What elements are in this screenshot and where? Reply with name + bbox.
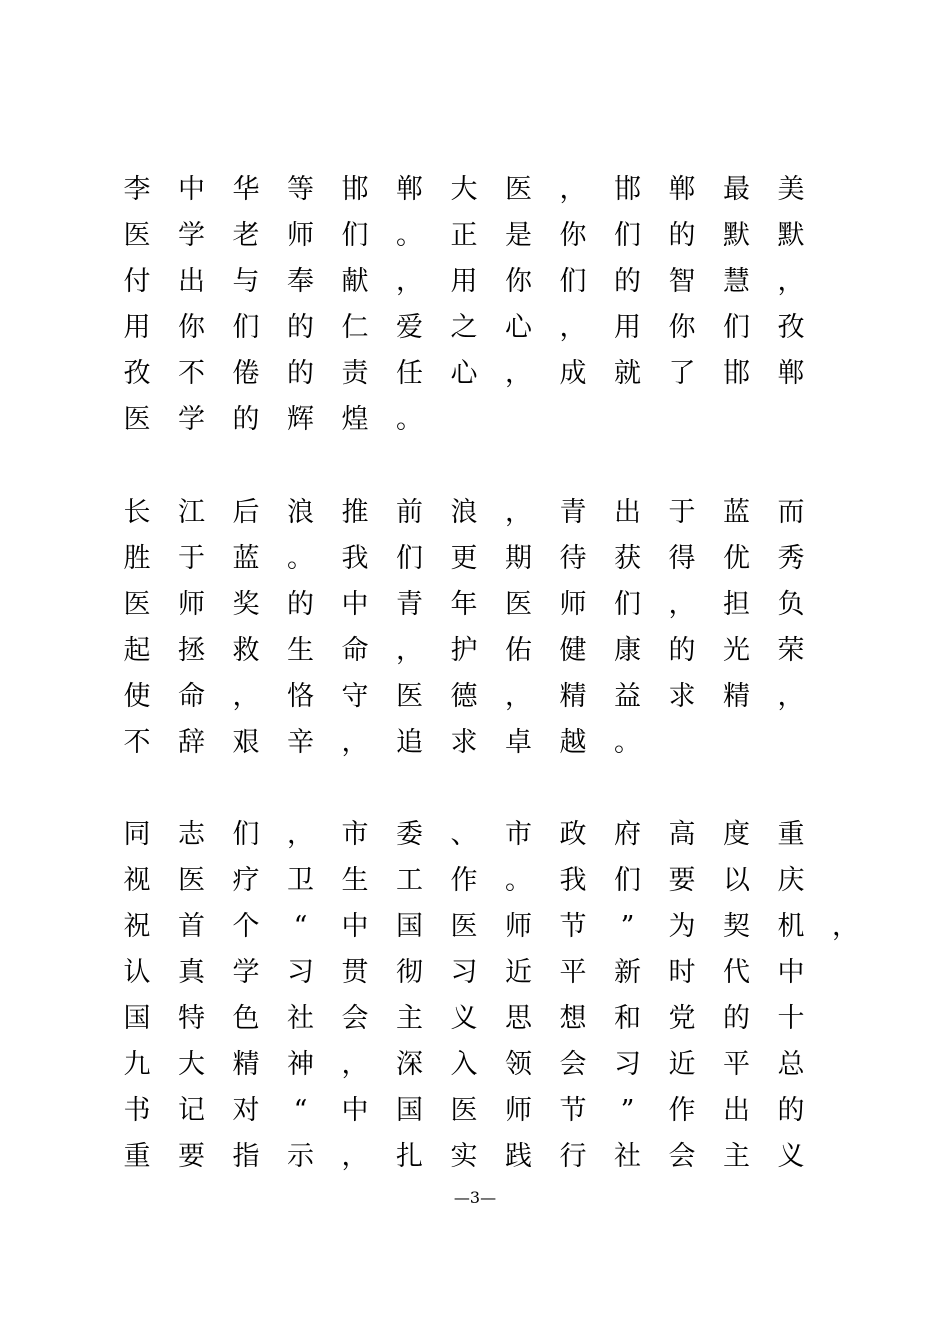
text-char: “ xyxy=(293,911,308,942)
text-char: 青 xyxy=(559,497,587,528)
text-char: 后 xyxy=(232,497,260,528)
text-char: 书 xyxy=(123,1095,151,1126)
text-line xyxy=(0,259,950,305)
text-char: 获 xyxy=(614,543,641,574)
text-char: 健 xyxy=(559,635,587,666)
text-char: ， xyxy=(505,681,532,712)
text-char: 党 xyxy=(668,1003,696,1034)
text-char: ， xyxy=(505,358,532,389)
text-char: 学 xyxy=(178,220,205,251)
text-line xyxy=(0,536,950,582)
text-char: 入 xyxy=(450,1049,478,1080)
text-char: 师 xyxy=(505,1095,532,1126)
text-char: 要 xyxy=(178,1141,205,1172)
text-char: 辉 xyxy=(287,404,314,435)
text-char: 大 xyxy=(178,1049,205,1080)
text-line xyxy=(0,812,950,858)
text-char: 担 xyxy=(723,589,750,620)
text-char: 最 xyxy=(723,174,750,205)
text-char: 真 xyxy=(178,957,205,988)
text-char: 守 xyxy=(341,681,369,712)
text-char: 待 xyxy=(559,543,587,574)
text-char: ， xyxy=(396,266,423,297)
text-char: 深 xyxy=(396,1049,423,1080)
text-char: 平 xyxy=(559,957,587,988)
text-char: 精 xyxy=(559,681,587,712)
text-char: 为 xyxy=(668,911,696,942)
text-char: 中 xyxy=(777,957,805,988)
text-char: 美 xyxy=(777,174,805,205)
text-char: 学 xyxy=(232,957,260,988)
text-char: 社 xyxy=(287,1003,314,1034)
text-char: 智 xyxy=(668,266,696,297)
text-char: 师 xyxy=(178,589,205,620)
text-char: 疗 xyxy=(232,865,260,896)
text-char: 。 xyxy=(505,865,532,896)
text-char: 实 xyxy=(450,1141,478,1172)
text-line xyxy=(0,950,950,996)
text-char: 近 xyxy=(668,1049,696,1080)
text-char: ， xyxy=(341,1141,369,1172)
text-char: 时 xyxy=(668,957,696,988)
text-char: 而 xyxy=(777,497,805,528)
text-char: 志 xyxy=(178,819,205,850)
text-char: 护 xyxy=(450,635,478,666)
text-char: 契 xyxy=(723,911,750,942)
text-char: 华 xyxy=(232,174,260,205)
text-char: 浪 xyxy=(450,497,478,528)
text-char: 于 xyxy=(178,543,205,574)
text-line xyxy=(0,351,950,397)
text-char: 等 xyxy=(287,174,314,205)
text-char: 推 xyxy=(341,497,369,528)
text-char: 郸 xyxy=(396,174,423,205)
text-char: 机 xyxy=(777,911,805,942)
text-char: 重 xyxy=(123,1141,151,1172)
text-char: 命 xyxy=(341,635,369,666)
text-char: 的 xyxy=(287,358,314,389)
text-char: 认 xyxy=(123,957,151,988)
text-char: 郸 xyxy=(668,174,696,205)
text-char: 领 xyxy=(505,1049,532,1080)
text-char: 行 xyxy=(559,1141,587,1172)
text-char: 们 xyxy=(341,220,369,251)
text-char: 师 xyxy=(505,911,532,942)
text-char: 度 xyxy=(723,819,750,850)
text-char: 思 xyxy=(505,1003,532,1034)
text-char: 你 xyxy=(559,220,587,251)
text-char: ， xyxy=(832,911,859,942)
text-char: 节 xyxy=(559,1095,587,1126)
text-char: 府 xyxy=(614,819,641,850)
text-char: 佑 xyxy=(505,635,532,666)
text-char: 青 xyxy=(396,589,423,620)
text-char: 奉 xyxy=(287,266,314,297)
text-char: 和 xyxy=(614,1003,641,1034)
text-char: 任 xyxy=(396,358,423,389)
text-char: 视 xyxy=(123,865,151,896)
text-char: 九 xyxy=(123,1049,151,1080)
text-char: 的 xyxy=(287,589,314,620)
text-char: ， xyxy=(341,1049,369,1080)
text-char: 胜 xyxy=(123,543,151,574)
text-char: 特 xyxy=(178,1003,205,1034)
text-char: 新 xyxy=(614,957,641,988)
text-char: 。 xyxy=(396,404,423,435)
text-char: 你 xyxy=(668,312,696,343)
text-char: 出 xyxy=(614,497,641,528)
text-char: 爱 xyxy=(396,312,423,343)
text-line xyxy=(0,213,950,259)
text-char: 是 xyxy=(505,220,532,251)
text-char: 主 xyxy=(723,1141,750,1172)
text-char: 们 xyxy=(614,865,641,896)
text-char: ， xyxy=(287,819,314,850)
text-char: 示 xyxy=(287,1141,314,1172)
text-char: 近 xyxy=(505,957,532,988)
text-char: 辛 xyxy=(287,727,314,758)
text-char: ， xyxy=(668,589,696,620)
text-char: 们 xyxy=(614,220,641,251)
text-char: 们 xyxy=(232,312,260,343)
text-char: 对 xyxy=(232,1095,260,1126)
text-char: 们 xyxy=(396,543,423,574)
text-char: 恪 xyxy=(287,681,314,712)
text-char: 作 xyxy=(450,865,478,896)
text-char: 优 xyxy=(723,543,750,574)
text-char: 用 xyxy=(614,312,641,343)
text-char: 荣 xyxy=(777,635,805,666)
text-char: 践 xyxy=(505,1141,532,1172)
text-char: 了 xyxy=(668,358,696,389)
text-char: 色 xyxy=(232,1003,260,1034)
text-char: 生 xyxy=(341,865,369,896)
text-char: 习 xyxy=(450,957,478,988)
text-char: 们 xyxy=(614,589,641,620)
text-char: 期 xyxy=(505,543,532,574)
text-char: 市 xyxy=(341,819,369,850)
text-char: 得 xyxy=(668,543,696,574)
text-line xyxy=(0,397,950,443)
text-char: 艰 xyxy=(232,727,260,758)
text-char: 医 xyxy=(123,220,151,251)
text-char: ” xyxy=(620,911,635,942)
text-char: 越 xyxy=(559,727,587,758)
text-char: 师 xyxy=(559,589,587,620)
text-char: 的 xyxy=(232,404,260,435)
text-char: 煌 xyxy=(341,404,369,435)
text-char: 起 xyxy=(123,635,151,666)
text-char: 负 xyxy=(777,589,805,620)
text-line xyxy=(0,996,950,1042)
text-char: 医 xyxy=(123,589,151,620)
text-char: 出 xyxy=(723,1095,750,1126)
text-char: 以 xyxy=(723,865,750,896)
text-char: 用 xyxy=(450,266,478,297)
text-char: 慧 xyxy=(723,266,750,297)
text-char: 秀 xyxy=(777,543,805,574)
text-char: ， xyxy=(777,266,805,297)
text-char: 你 xyxy=(178,312,205,343)
text-char: 节 xyxy=(559,911,587,942)
text-char: 更 xyxy=(450,543,478,574)
text-char: 就 xyxy=(614,358,641,389)
text-char: 孜 xyxy=(123,358,151,389)
text-char: 庆 xyxy=(777,865,805,896)
text-char: 代 xyxy=(723,957,750,988)
text-line xyxy=(0,167,950,213)
text-char: 中 xyxy=(341,589,369,620)
text-char: ， xyxy=(341,727,369,758)
text-char: 我 xyxy=(341,543,369,574)
text-char: 扎 xyxy=(396,1141,423,1172)
text-char: 德 xyxy=(450,681,478,712)
text-char: 康 xyxy=(614,635,641,666)
text-char: ， xyxy=(777,681,805,712)
text-char: ” xyxy=(620,1095,635,1126)
text-char: 们 xyxy=(559,266,587,297)
text-char: 蓝 xyxy=(723,497,750,528)
text-char: 成 xyxy=(559,358,587,389)
text-char: 祝 xyxy=(123,911,151,942)
text-char: 邯 xyxy=(723,358,750,389)
text-char: 浪 xyxy=(287,497,314,528)
text-char: ， xyxy=(232,681,260,712)
text-char: 默 xyxy=(723,220,750,251)
text-line xyxy=(0,490,950,536)
text-char: 邯 xyxy=(341,174,369,205)
text-char: 们 xyxy=(232,819,260,850)
text-char: 师 xyxy=(287,220,314,251)
text-char: 主 xyxy=(396,1003,423,1034)
text-char: 医 xyxy=(505,589,532,620)
text-char: 医 xyxy=(450,911,478,942)
text-char: 卫 xyxy=(287,865,314,896)
text-char: 邯 xyxy=(614,174,641,205)
text-char: 卓 xyxy=(505,727,532,758)
text-char: 求 xyxy=(668,681,696,712)
text-char: 精 xyxy=(723,681,750,712)
text-char: 们 xyxy=(723,312,750,343)
text-char: 指 xyxy=(232,1141,260,1172)
text-char: 正 xyxy=(450,220,478,251)
text-char: 。 xyxy=(287,543,314,574)
text-char: 求 xyxy=(450,727,478,758)
text-char: 国 xyxy=(396,911,423,942)
text-char: 奖 xyxy=(232,589,260,620)
text-char: 老 xyxy=(232,220,260,251)
text-char: 神 xyxy=(287,1049,314,1080)
text-char: 学 xyxy=(178,404,205,435)
text-char: 长 xyxy=(123,497,151,528)
text-char: 总 xyxy=(777,1049,805,1080)
text-char: 献 xyxy=(341,266,369,297)
text-char: 工 xyxy=(396,865,423,896)
text-char: 会 xyxy=(668,1141,696,1172)
text-char: 精 xyxy=(232,1049,260,1080)
text-line xyxy=(0,1088,950,1134)
text-char: 之 xyxy=(450,312,478,343)
text-char: 的 xyxy=(668,220,696,251)
text-char: 倦 xyxy=(232,358,260,389)
text-char: 重 xyxy=(777,819,805,850)
text-char: 蓝 xyxy=(232,543,260,574)
text-char: 会 xyxy=(341,1003,369,1034)
text-char: 出 xyxy=(178,266,205,297)
text-char: 。 xyxy=(396,220,423,251)
text-line xyxy=(0,858,950,904)
text-char: 作 xyxy=(668,1095,696,1126)
text-char: 益 xyxy=(614,681,641,712)
text-char: 医 xyxy=(450,1095,478,1126)
text-char: 中 xyxy=(341,911,369,942)
text-char: ， xyxy=(559,174,587,205)
text-char: 国 xyxy=(396,1095,423,1126)
text-line xyxy=(0,628,950,674)
text-line xyxy=(0,582,950,628)
text-char: 默 xyxy=(777,220,805,251)
text-line xyxy=(0,305,950,351)
text-char: 委 xyxy=(396,819,423,850)
text-char: 付 xyxy=(123,266,151,297)
text-char: 高 xyxy=(668,819,696,850)
text-line xyxy=(0,674,950,720)
text-char: 医 xyxy=(178,865,205,896)
text-char: 彻 xyxy=(396,957,423,988)
text-char: 的 xyxy=(287,312,314,343)
text-char: 国 xyxy=(123,1003,151,1034)
text-char: “ xyxy=(293,1095,308,1126)
text-char: 贯 xyxy=(341,957,369,988)
text-char: 医 xyxy=(505,174,532,205)
text-char: 想 xyxy=(559,1003,587,1034)
text-char: 生 xyxy=(287,635,314,666)
text-char: 政 xyxy=(559,819,587,850)
text-char: 前 xyxy=(396,497,423,528)
text-char: 你 xyxy=(505,266,532,297)
text-char: 郸 xyxy=(777,358,805,389)
text-char: 的 xyxy=(668,635,696,666)
text-char: 年 xyxy=(450,589,478,620)
text-char: 救 xyxy=(232,635,260,666)
text-char: 李 xyxy=(123,174,151,205)
text-char: 社 xyxy=(614,1141,641,1172)
text-line xyxy=(0,720,950,766)
text-char: 心 xyxy=(505,312,532,343)
text-char: 记 xyxy=(178,1095,205,1126)
text-char: 要 xyxy=(668,865,696,896)
text-char: 中 xyxy=(341,1095,369,1126)
text-char: 追 xyxy=(396,727,423,758)
text-char: 不 xyxy=(123,727,151,758)
text-char: ， xyxy=(396,635,423,666)
text-char: 命 xyxy=(178,681,205,712)
text-char: 光 xyxy=(723,635,750,666)
text-char: 、 xyxy=(450,819,478,850)
text-char: 不 xyxy=(178,358,205,389)
text-char: 市 xyxy=(505,819,532,850)
text-char: 医 xyxy=(396,681,423,712)
text-char: 习 xyxy=(287,957,314,988)
text-char: 的 xyxy=(614,266,641,297)
text-char: 于 xyxy=(668,497,696,528)
text-char: 大 xyxy=(450,174,478,205)
text-char: 义 xyxy=(777,1141,805,1172)
text-char: 义 xyxy=(450,1003,478,1034)
text-line xyxy=(0,1042,950,1088)
text-char: 责 xyxy=(341,358,369,389)
text-char: 习 xyxy=(614,1049,641,1080)
text-char: 使 xyxy=(123,681,151,712)
text-char: 会 xyxy=(559,1049,587,1080)
text-char: 仁 xyxy=(341,312,369,343)
text-char: 同 xyxy=(123,819,151,850)
text-line xyxy=(0,1134,950,1180)
text-char: 十 xyxy=(777,1003,805,1034)
text-char: 医 xyxy=(123,404,151,435)
text-char: ， xyxy=(505,497,532,528)
text-char: ， xyxy=(559,312,587,343)
text-line xyxy=(0,904,950,950)
page-number: —3— xyxy=(453,1188,497,1207)
text-char: 。 xyxy=(614,727,641,758)
text-char: 与 xyxy=(232,266,260,297)
text-char: 个 xyxy=(232,911,260,942)
text-char: 平 xyxy=(723,1049,750,1080)
text-char: 的 xyxy=(777,1095,805,1126)
text-char: 的 xyxy=(723,1003,750,1034)
text-char: 首 xyxy=(178,911,205,942)
text-char: 用 xyxy=(123,312,151,343)
text-char: 孜 xyxy=(777,312,805,343)
text-char: 拯 xyxy=(178,635,205,666)
text-char: 心 xyxy=(450,358,478,389)
text-char: 我 xyxy=(559,865,587,896)
text-char: 江 xyxy=(178,497,205,528)
text-char: 辞 xyxy=(178,727,205,758)
text-char: 中 xyxy=(178,174,205,205)
